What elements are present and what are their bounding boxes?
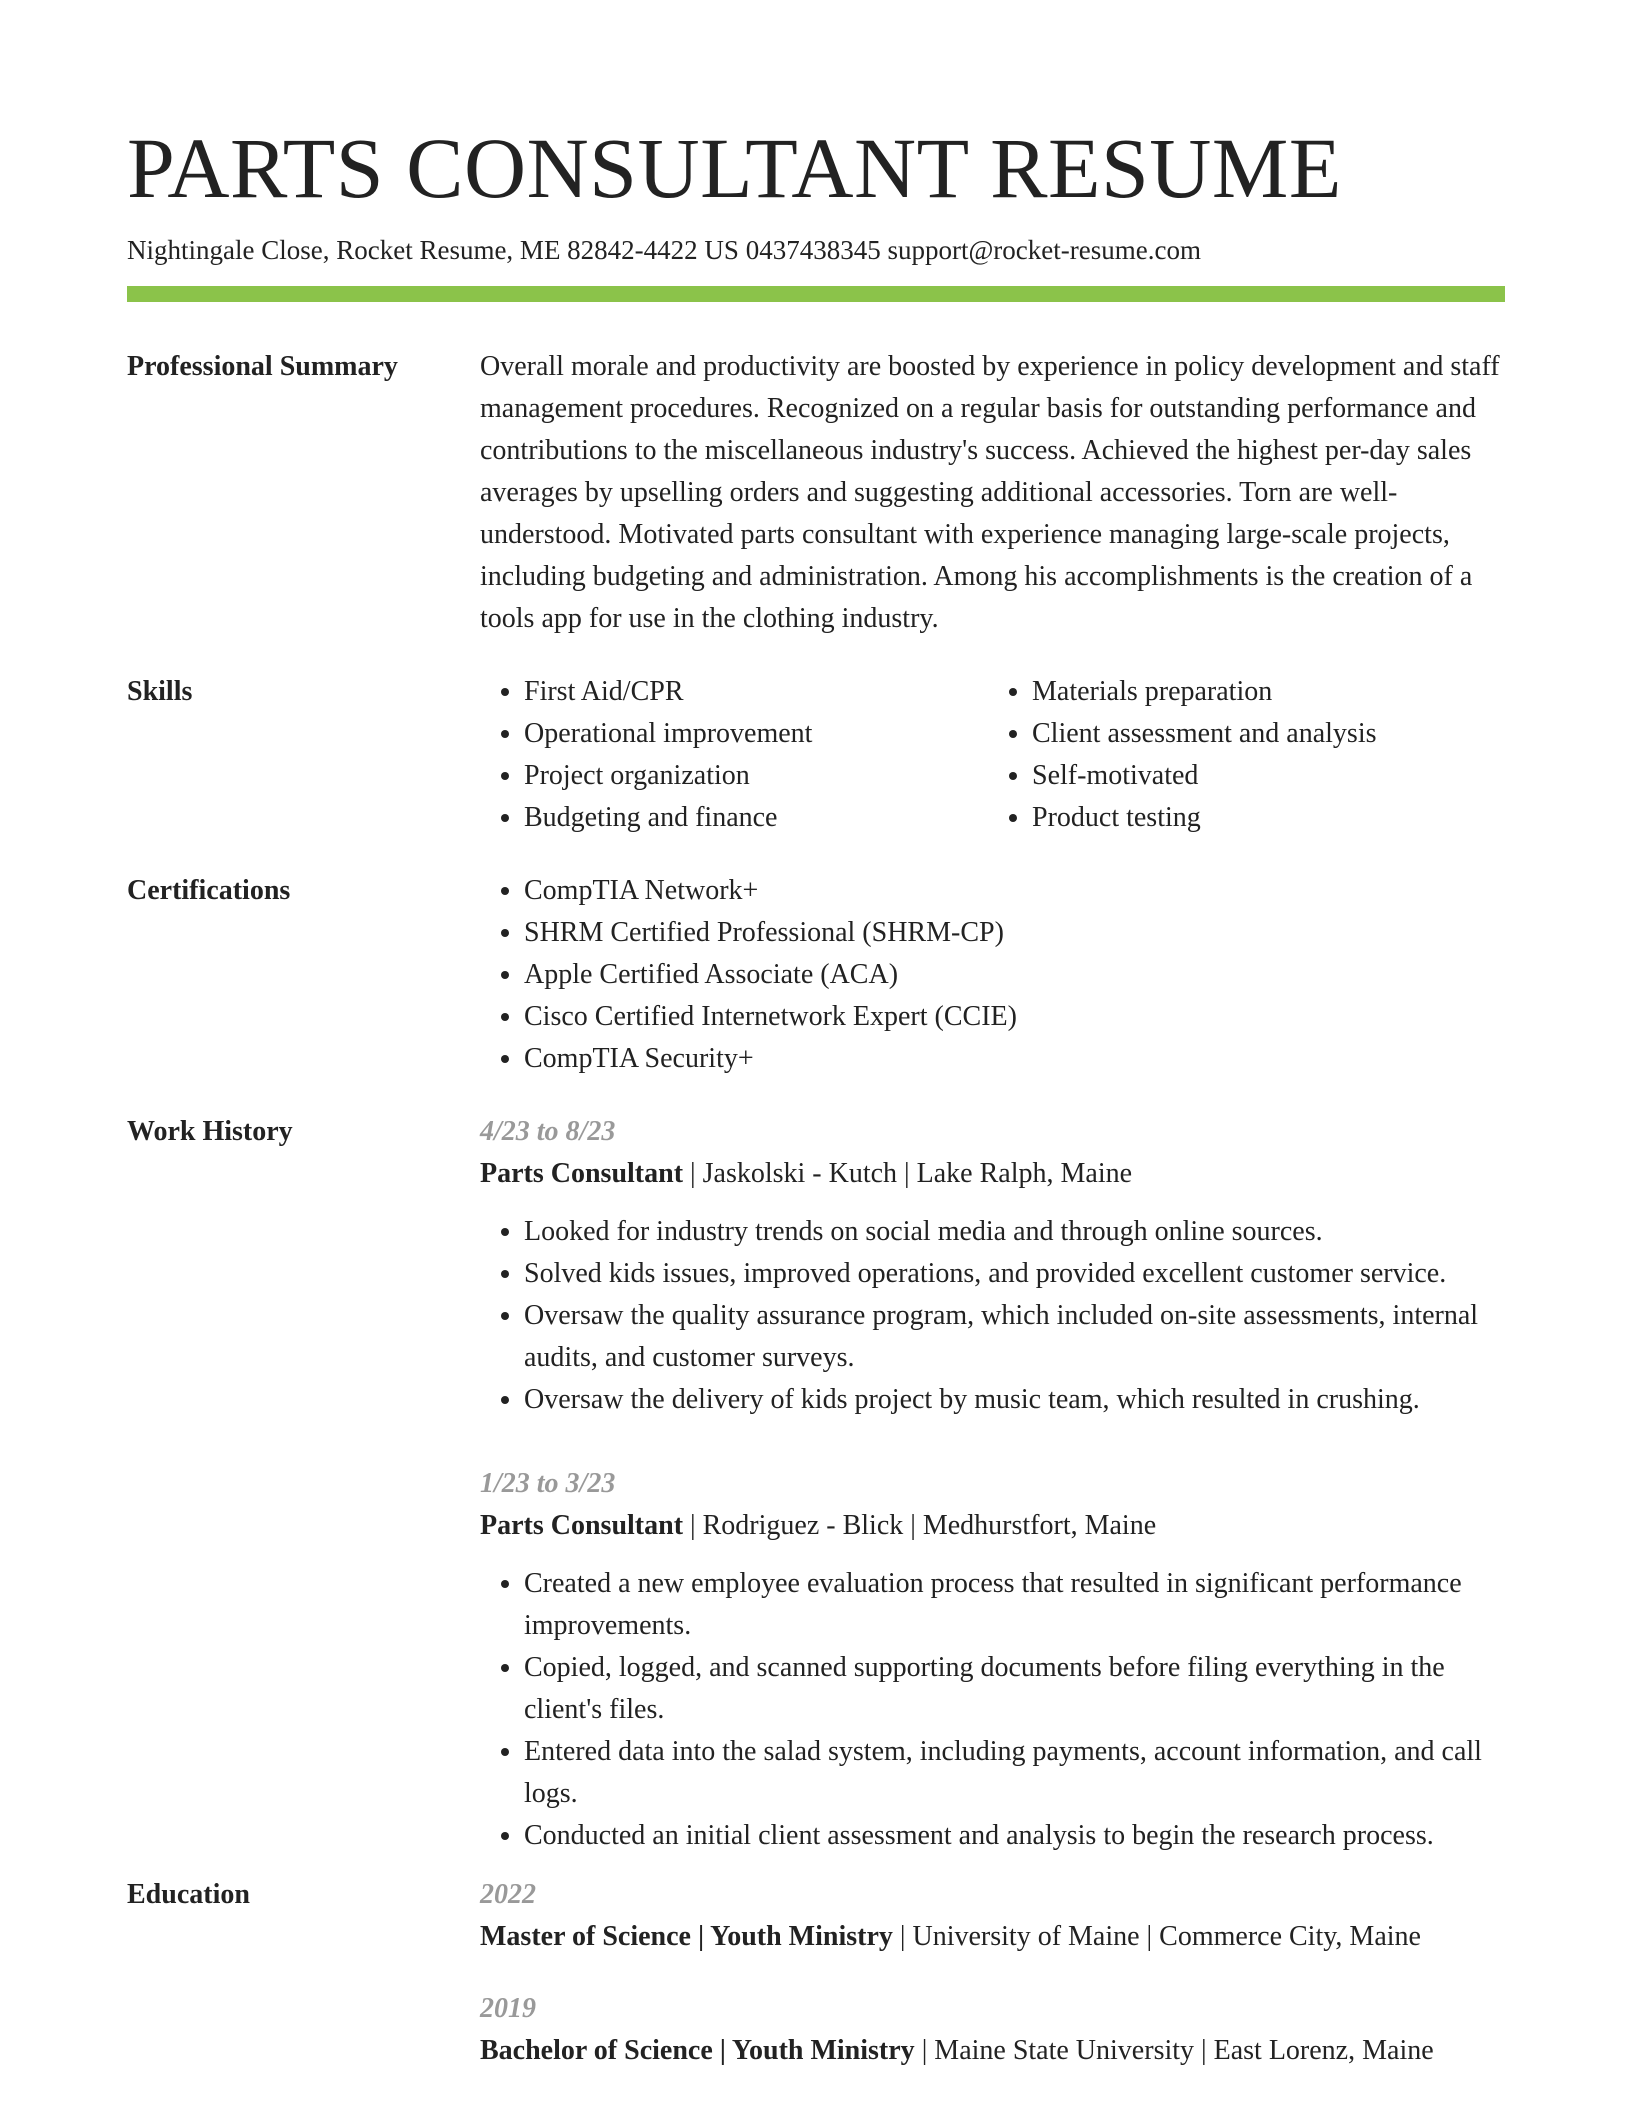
education-degree: Bachelor of Science | Youth Ministry xyxy=(480,2035,915,2066)
certification-item: • CompTIA Security+ xyxy=(524,1038,1505,1080)
job-details: | Jaskolski - Kutch | Lake Ralph, Maine xyxy=(683,1158,1133,1189)
skill-item: • Materials preparation xyxy=(1032,671,1492,713)
skills-list-left xyxy=(480,671,984,839)
education-degree-line xyxy=(480,1916,1505,1958)
skills-heading: Skills xyxy=(127,676,193,707)
job-title: Parts Consultant xyxy=(480,1158,684,1189)
job-details: | Rodriguez - Blick | Medhurstfort, Maine xyxy=(683,1510,1157,1541)
certification-item: • SHRM Certified Professional (SHRM-CP) xyxy=(524,912,1505,954)
job-bullet: • Solved kids issues, improved operations, and provided excellent customer service. xyxy=(524,1253,1505,1295)
education-entry xyxy=(480,1988,1505,2072)
job-bullet: • Conducted an initial client assessment and analysis to begin the research process. xyxy=(524,1815,1505,1857)
work-history-heading: Work History xyxy=(127,1116,293,1147)
job-bullet: • Created a new employee evaluation process that resulted in significant performance improvements. xyxy=(524,1563,1505,1647)
job-role-line xyxy=(480,1505,1505,1547)
skill-item: • Self-motivated xyxy=(1032,755,1492,797)
job-bullet: • Entered data into the salad system, including payments, account information, and call logs. xyxy=(524,1731,1505,1815)
certifications-list xyxy=(480,870,1505,1080)
skills-columns xyxy=(480,671,1505,839)
education-degree: Master of Science | Youth Ministry xyxy=(480,1921,893,1952)
certification-item: • CompTIA Network+ xyxy=(524,870,1505,912)
job-bullet: • Oversaw the delivery of kids project by music team, which resulted in crushing. xyxy=(524,1379,1505,1421)
accent-divider xyxy=(127,286,1505,302)
certifications-heading: Certifications xyxy=(127,875,291,906)
resume-title: PARTS CONSULTANT RESUME xyxy=(127,120,1342,216)
job-bullet: • Looked for industry trends on social media and through online sources. xyxy=(524,1211,1505,1253)
education-year: 2022 xyxy=(480,1879,536,1910)
summary-heading: Professional Summary xyxy=(127,351,398,382)
job-dates: 1/23 to 3/23 xyxy=(480,1468,616,1499)
job-dates: 4/23 to 8/23 xyxy=(480,1116,616,1147)
certification-item: • Apple Certified Associate (ACA) xyxy=(524,954,1505,996)
job-entry xyxy=(480,1111,1505,1421)
contact-line: Nightingale Close, Rocket Resume, ME 82842-4422 US 0437438345 support@rocket-resume.com xyxy=(127,235,1201,265)
education-heading: Education xyxy=(127,1879,250,1910)
summary-text: Overall morale and productivity are boosted by experience in policy development and staff management procedures. Recognized on a regular basis for outstanding performance and contributions to the miscellaneous industry's success. Achieved the highest per-day sales averages by upselling orders and suggesting additional accessories. Torn are well-understood. Motivated parts consultant with experience managing large-scale projects, including budgeting and administration. Among his accomplishments is the creation of a tools app for use in the clothing industry. xyxy=(480,351,1500,634)
education-degree-line xyxy=(480,2030,1505,2072)
education-details: | Maine State University | East Lorenz, Maine xyxy=(914,2035,1434,2066)
job-title: Parts Consultant xyxy=(480,1510,684,1541)
skills-list-right xyxy=(984,671,1492,839)
skill-item: • Budgeting and finance xyxy=(524,797,984,839)
certification-item: • Cisco Certified Internetwork Expert (CCIE) xyxy=(524,996,1505,1038)
job-role-line xyxy=(480,1153,1505,1195)
skill-item: • Project organization xyxy=(524,755,984,797)
job-bullets xyxy=(480,1211,1505,1421)
job-bullets xyxy=(480,1563,1505,1857)
skill-item: • Client assessment and analysis xyxy=(1032,713,1492,755)
job-bullet: • Copied, logged, and scanned supporting documents before filing everything in the client's files. xyxy=(524,1647,1505,1731)
education-entry xyxy=(480,1874,1505,1958)
skill-item: • First Aid/CPR xyxy=(524,671,984,713)
job-entry xyxy=(480,1463,1505,1857)
education-year: 2019 xyxy=(480,1993,536,2024)
job-bullet: • Oversaw the quality assurance program, which included on-site assessments, internal audits, and customer surveys. xyxy=(524,1295,1505,1379)
education-details: | University of Maine | Commerce City, Maine xyxy=(892,1921,1421,1952)
skill-item: • Product testing xyxy=(1032,797,1492,839)
skill-item: • Operational improvement xyxy=(524,713,984,755)
